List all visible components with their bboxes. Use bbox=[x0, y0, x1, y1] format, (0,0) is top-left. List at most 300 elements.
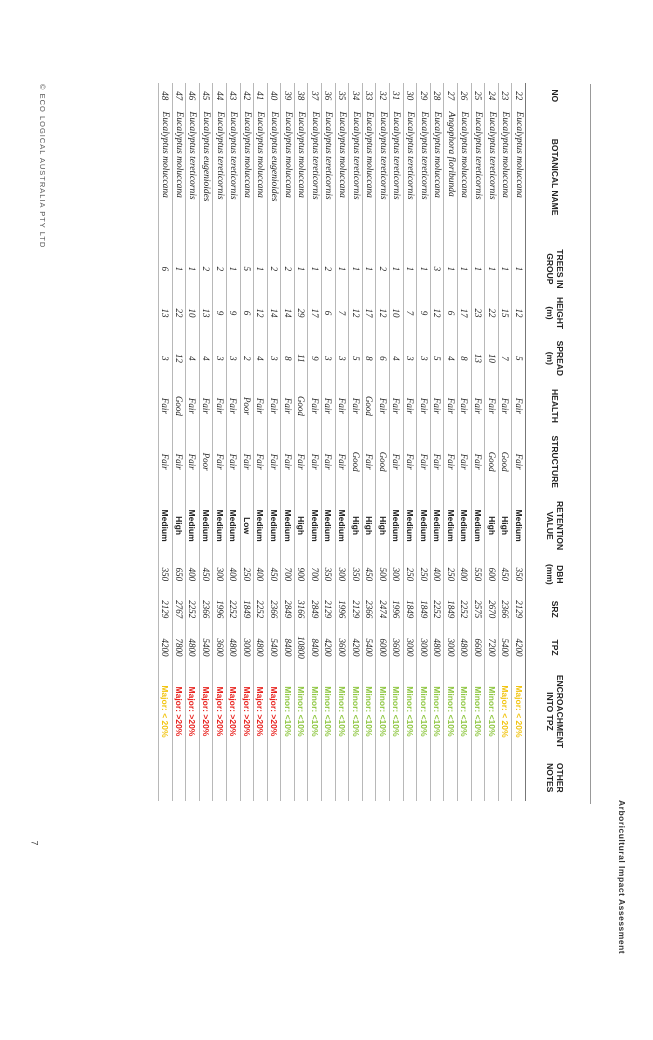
dbh-cell: 900 bbox=[294, 557, 308, 592]
tpz-cell: 5400 bbox=[498, 627, 512, 669]
height-cell: 9 bbox=[213, 292, 227, 334]
dbh-cell: 250 bbox=[240, 557, 254, 592]
spread-cell: 2 bbox=[240, 334, 254, 383]
encroachment-cell: Minor: <10% bbox=[281, 668, 295, 754]
dbh-cell: 450 bbox=[362, 557, 376, 592]
table-row bbox=[158, 83, 172, 801]
height-cell: 12 bbox=[376, 292, 390, 334]
structure-cell: Fair bbox=[362, 429, 376, 494]
botanical-name-cell: Eucalyptus eugenioides bbox=[267, 109, 281, 246]
tpz-cell: 4200 bbox=[322, 627, 336, 669]
retention-value-cell: High bbox=[498, 494, 512, 557]
srz-cell: 2252 bbox=[226, 592, 240, 627]
other-notes-cell bbox=[254, 754, 268, 801]
table-row bbox=[376, 83, 390, 801]
dbh-cell: 450 bbox=[267, 557, 281, 592]
encroachment-cell: Major: < 20% bbox=[512, 668, 526, 754]
botanical-name-cell: Eucalyptus moluccana bbox=[294, 109, 308, 246]
spread-cell: 8 bbox=[458, 334, 472, 383]
srz-cell: 2366 bbox=[498, 592, 512, 627]
page-number: 7 bbox=[29, 840, 40, 846]
dbh-cell: 300 bbox=[213, 557, 227, 592]
table-row bbox=[213, 83, 227, 801]
botanical-name-cell: Eucalyptus tereticornis bbox=[226, 109, 240, 246]
tree-number-cell: 31 bbox=[390, 83, 404, 109]
health-cell: Fair bbox=[376, 383, 390, 429]
structure-cell: Fair bbox=[294, 429, 308, 494]
tree-number-cell: 47 bbox=[172, 83, 186, 109]
health-cell: Fair bbox=[349, 383, 363, 429]
structure-cell: Fair bbox=[417, 429, 431, 494]
tpz-cell: 8400 bbox=[308, 627, 322, 669]
health-cell: Fair bbox=[267, 383, 281, 429]
tree-number-cell: 22 bbox=[512, 83, 526, 109]
table-row bbox=[417, 83, 431, 801]
retention-value-cell: Medium bbox=[444, 494, 458, 557]
trees-in-group-cell: 1 bbox=[172, 246, 186, 292]
footer-copyright: © ECO LOGICAL AUSTRALIA PTY LTD bbox=[38, 84, 47, 249]
retention-value-cell: Medium bbox=[390, 494, 404, 557]
structure-cell: Fair bbox=[240, 429, 254, 494]
table-row bbox=[335, 83, 349, 801]
height-cell: 10 bbox=[390, 292, 404, 334]
tpz-cell: 4800 bbox=[226, 627, 240, 669]
other-notes-cell bbox=[430, 754, 444, 801]
height-cell: 17 bbox=[308, 292, 322, 334]
spread-cell: 5 bbox=[430, 334, 444, 383]
table-row bbox=[471, 83, 485, 801]
dbh-cell: 300 bbox=[390, 557, 404, 592]
other-notes-cell bbox=[199, 754, 213, 801]
encroachment-cell: Major: >20% bbox=[254, 668, 268, 754]
structure-cell: Fair bbox=[267, 429, 281, 494]
header-spread: SPREAD (m) bbox=[526, 334, 585, 383]
srz-cell: 1849 bbox=[444, 592, 458, 627]
tpz-cell: 8400 bbox=[281, 627, 295, 669]
table-row bbox=[444, 83, 458, 801]
other-notes-cell bbox=[349, 754, 363, 801]
table-row bbox=[458, 83, 472, 801]
tpz-cell: 4200 bbox=[349, 627, 363, 669]
srz-cell: 2252 bbox=[430, 592, 444, 627]
spread-cell: 4 bbox=[199, 334, 213, 383]
other-notes-cell bbox=[417, 754, 431, 801]
tree-number-cell: 26 bbox=[458, 83, 472, 109]
health-cell: Fair bbox=[226, 383, 240, 429]
trees-in-group-cell: 1 bbox=[444, 246, 458, 292]
structure-cell: Fair bbox=[172, 429, 186, 494]
health-cell: Good bbox=[172, 383, 186, 429]
botanical-name-cell: Eucalyptus tereticornis bbox=[403, 109, 417, 246]
encroachment-cell: Minor: <10% bbox=[376, 668, 390, 754]
tpz-cell: 7200 bbox=[485, 627, 499, 669]
header-no: NO bbox=[526, 83, 585, 109]
tpz-cell: 4200 bbox=[512, 627, 526, 669]
table-row bbox=[308, 83, 322, 801]
botanical-name-cell: Eucalyptus moluccana bbox=[172, 109, 186, 246]
tpz-cell: 10800 bbox=[294, 627, 308, 669]
srz-cell: 2129 bbox=[512, 592, 526, 627]
trees-in-group-cell: 1 bbox=[417, 246, 431, 292]
health-cell: Fair bbox=[417, 383, 431, 429]
trees-in-group-cell: 1 bbox=[512, 246, 526, 292]
dbh-cell: 550 bbox=[471, 557, 485, 592]
srz-cell: 2252 bbox=[254, 592, 268, 627]
header-health: HEALTH bbox=[526, 383, 585, 429]
srz-cell: 2767 bbox=[172, 592, 186, 627]
retention-value-cell: Medium bbox=[458, 494, 472, 557]
health-cell: Fair bbox=[430, 383, 444, 429]
trees-in-group-cell: 1 bbox=[254, 246, 268, 292]
other-notes-cell bbox=[294, 754, 308, 801]
table-row bbox=[390, 83, 404, 801]
botanical-name-cell: Eucalyptus moluccana bbox=[430, 109, 444, 246]
spread-cell: 7 bbox=[498, 334, 512, 383]
tree-number-cell: 38 bbox=[294, 83, 308, 109]
dbh-cell: 450 bbox=[498, 557, 512, 592]
table-row bbox=[294, 83, 308, 801]
srz-cell: 3166 bbox=[294, 592, 308, 627]
botanical-name-cell: Eucalyptus moluccana bbox=[512, 109, 526, 246]
encroachment-cell: Major: >20% bbox=[199, 668, 213, 754]
header-srz: SRZ bbox=[526, 592, 585, 627]
botanical-name-cell: Eucalyptus moluccana bbox=[254, 109, 268, 246]
health-cell: Fair bbox=[158, 383, 172, 429]
tree-assessment-table bbox=[158, 83, 584, 801]
height-cell: 9 bbox=[226, 292, 240, 334]
trees-in-group-cell: 1 bbox=[308, 246, 322, 292]
tree-number-cell: 27 bbox=[444, 83, 458, 109]
other-notes-cell bbox=[498, 754, 512, 801]
health-cell: Fair bbox=[254, 383, 268, 429]
spread-cell: 11 bbox=[294, 334, 308, 383]
structure-cell: Poor bbox=[199, 429, 213, 494]
tree-number-cell: 43 bbox=[226, 83, 240, 109]
tree-number-cell: 46 bbox=[186, 83, 200, 109]
dbh-cell: 250 bbox=[417, 557, 431, 592]
encroachment-cell: Minor: <10% bbox=[335, 668, 349, 754]
table-row bbox=[226, 83, 240, 801]
botanical-name-cell: Eucalyptus tereticornis bbox=[417, 109, 431, 246]
botanical-name-cell: Eucalyptus moluccana bbox=[335, 109, 349, 246]
retention-value-cell: Medium bbox=[471, 494, 485, 557]
height-cell: 22 bbox=[172, 292, 186, 334]
tree-number-cell: 36 bbox=[322, 83, 336, 109]
height-cell: 14 bbox=[267, 292, 281, 334]
other-notes-cell bbox=[322, 754, 336, 801]
tpz-cell: 3000 bbox=[403, 627, 417, 669]
tpz-cell: 3000 bbox=[417, 627, 431, 669]
srz-cell: 2129 bbox=[322, 592, 336, 627]
dbh-cell: 300 bbox=[335, 557, 349, 592]
health-cell: Fair bbox=[458, 383, 472, 429]
tree-number-cell: 33 bbox=[362, 83, 376, 109]
spread-cell: 3 bbox=[335, 334, 349, 383]
srz-cell: 2849 bbox=[281, 592, 295, 627]
tree-number-cell: 25 bbox=[471, 83, 485, 109]
encroachment-cell: Minor: <10% bbox=[390, 668, 404, 754]
spread-cell: 8 bbox=[281, 334, 295, 383]
health-cell: Fair bbox=[213, 383, 227, 429]
trees-in-group-cell: 1 bbox=[471, 246, 485, 292]
botanical-name-cell: Eucalyptus tereticornis bbox=[322, 109, 336, 246]
structure-cell: Good bbox=[485, 429, 499, 494]
health-cell: Fair bbox=[471, 383, 485, 429]
botanical-name-cell: Eucalyptus tereticornis bbox=[349, 109, 363, 246]
tree-number-cell: 34 bbox=[349, 83, 363, 109]
spread-cell: 5 bbox=[349, 334, 363, 383]
header-height: HEIGHT (m) bbox=[526, 292, 585, 334]
encroachment-cell: Major: >20% bbox=[240, 668, 254, 754]
tree-number-cell: 24 bbox=[485, 83, 499, 109]
trees-in-group-cell: 1 bbox=[362, 246, 376, 292]
trees-in-group-cell: 5 bbox=[240, 246, 254, 292]
height-cell: 6 bbox=[240, 292, 254, 334]
table-row bbox=[512, 83, 526, 801]
dbh-cell: 350 bbox=[512, 557, 526, 592]
retention-value-cell: High bbox=[172, 494, 186, 557]
table-row bbox=[240, 83, 254, 801]
tpz-cell: 3000 bbox=[240, 627, 254, 669]
structure-cell: Good bbox=[376, 429, 390, 494]
botanical-name-cell: Eucalyptus tereticornis bbox=[485, 109, 499, 246]
tree-number-cell: 41 bbox=[254, 83, 268, 109]
table-row bbox=[186, 83, 200, 801]
retention-value-cell: Medium bbox=[335, 494, 349, 557]
spread-cell: 3 bbox=[417, 334, 431, 383]
encroachment-cell: Major: >20% bbox=[226, 668, 240, 754]
structure-cell: Good bbox=[349, 429, 363, 494]
encroachment-cell: Minor: <10% bbox=[308, 668, 322, 754]
trees-in-group-cell: 1 bbox=[458, 246, 472, 292]
encroachment-cell: Minor: <10% bbox=[294, 668, 308, 754]
retention-value-cell: Medium bbox=[417, 494, 431, 557]
retention-value-cell: High bbox=[376, 494, 390, 557]
tree-number-cell: 32 bbox=[376, 83, 390, 109]
height-cell: 15 bbox=[498, 292, 512, 334]
trees-in-group-cell: 1 bbox=[390, 246, 404, 292]
other-notes-cell bbox=[281, 754, 295, 801]
encroachment-cell: Minor: <10% bbox=[349, 668, 363, 754]
spread-cell: 6 bbox=[376, 334, 390, 383]
other-notes-cell bbox=[226, 754, 240, 801]
retention-value-cell: High bbox=[362, 494, 376, 557]
health-cell: Fair bbox=[444, 383, 458, 429]
height-cell: 13 bbox=[158, 292, 172, 334]
height-cell: 29 bbox=[294, 292, 308, 334]
srz-cell: 2366 bbox=[362, 592, 376, 627]
spread-cell: 3 bbox=[322, 334, 336, 383]
botanical-name-cell: Angophora floribunda bbox=[444, 109, 458, 246]
trees-in-group-cell: 2 bbox=[267, 246, 281, 292]
botanical-name-cell: Eucalyptus moluccana bbox=[158, 109, 172, 246]
tpz-cell: 3600 bbox=[213, 627, 227, 669]
table-row bbox=[199, 83, 213, 801]
health-cell: Good bbox=[362, 383, 376, 429]
spread-cell: 12 bbox=[172, 334, 186, 383]
other-notes-cell bbox=[458, 754, 472, 801]
srz-cell: 1996 bbox=[213, 592, 227, 627]
other-notes-cell bbox=[512, 754, 526, 801]
trees-in-group-cell: 1 bbox=[335, 246, 349, 292]
height-cell: 6 bbox=[444, 292, 458, 334]
height-cell: 9 bbox=[417, 292, 431, 334]
retention-value-cell: Medium bbox=[267, 494, 281, 557]
retention-value-cell: Medium bbox=[281, 494, 295, 557]
header-structure: STRUCTURE bbox=[526, 429, 585, 494]
structure-cell: Fair bbox=[390, 429, 404, 494]
health-cell: Good bbox=[294, 383, 308, 429]
srz-cell: 1996 bbox=[335, 592, 349, 627]
health-cell: Fair bbox=[335, 383, 349, 429]
height-cell: 10 bbox=[186, 292, 200, 334]
height-cell: 23 bbox=[471, 292, 485, 334]
retention-value-cell: Medium bbox=[254, 494, 268, 557]
structure-cell: Fair bbox=[444, 429, 458, 494]
tree-number-cell: 28 bbox=[430, 83, 444, 109]
other-notes-cell bbox=[172, 754, 186, 801]
table-body bbox=[158, 83, 525, 801]
height-cell: 14 bbox=[281, 292, 295, 334]
structure-cell: Fair bbox=[281, 429, 295, 494]
tpz-cell: 3600 bbox=[335, 627, 349, 669]
srz-cell: 2849 bbox=[308, 592, 322, 627]
structure-cell: Fair bbox=[335, 429, 349, 494]
tree-number-cell: 29 bbox=[417, 83, 431, 109]
table-row bbox=[267, 83, 281, 801]
table-row bbox=[403, 83, 417, 801]
table-row bbox=[430, 83, 444, 801]
tpz-cell: 3600 bbox=[390, 627, 404, 669]
tpz-cell: 7800 bbox=[172, 627, 186, 669]
structure-cell: Fair bbox=[254, 429, 268, 494]
retention-value-cell: Medium bbox=[403, 494, 417, 557]
header-trees-in-group: TREES IN GROUP bbox=[526, 246, 585, 292]
trees-in-group-cell: 2 bbox=[281, 246, 295, 292]
trees-in-group-cell: 2 bbox=[199, 246, 213, 292]
tree-number-cell: 23 bbox=[498, 83, 512, 109]
table-row bbox=[485, 83, 499, 801]
tree-number-cell: 48 bbox=[158, 83, 172, 109]
height-cell: 12 bbox=[349, 292, 363, 334]
encroachment-cell: Minor: <10% bbox=[417, 668, 431, 754]
spread-cell: 8 bbox=[362, 334, 376, 383]
health-cell: Fair bbox=[281, 383, 295, 429]
health-cell: Fair bbox=[512, 383, 526, 429]
tpz-cell: 6000 bbox=[376, 627, 390, 669]
other-notes-cell bbox=[267, 754, 281, 801]
encroachment-cell: Minor: <10% bbox=[458, 668, 472, 754]
other-notes-cell bbox=[471, 754, 485, 801]
structure-cell: Fair bbox=[158, 429, 172, 494]
trees-in-group-cell: 1 bbox=[294, 246, 308, 292]
srz-cell: 1849 bbox=[240, 592, 254, 627]
other-notes-cell bbox=[240, 754, 254, 801]
header-other-notes: OTHER NOTES bbox=[526, 754, 585, 801]
trees-in-group-cell: 1 bbox=[226, 246, 240, 292]
retention-value-cell: Medium bbox=[199, 494, 213, 557]
running-header: Arboricultural Impact Assessment bbox=[617, 800, 627, 955]
structure-cell: Good bbox=[498, 429, 512, 494]
dbh-cell: 450 bbox=[199, 557, 213, 592]
retention-value-cell: Medium bbox=[213, 494, 227, 557]
dbh-cell: 350 bbox=[349, 557, 363, 592]
table-row bbox=[498, 83, 512, 801]
spread-cell: 5 bbox=[512, 334, 526, 383]
structure-cell: Fair bbox=[430, 429, 444, 494]
encroachment-cell: Major: >20% bbox=[186, 668, 200, 754]
botanical-name-cell: Eucalyptus tereticornis bbox=[213, 109, 227, 246]
dbh-cell: 400 bbox=[254, 557, 268, 592]
spread-cell: 3 bbox=[403, 334, 417, 383]
other-notes-cell bbox=[376, 754, 390, 801]
srz-cell: 2474 bbox=[376, 592, 390, 627]
srz-cell: 2670 bbox=[485, 592, 499, 627]
retention-value-cell: Medium bbox=[322, 494, 336, 557]
dbh-cell: 250 bbox=[444, 557, 458, 592]
spread-cell: 3 bbox=[158, 334, 172, 383]
dbh-cell: 350 bbox=[322, 557, 336, 592]
height-cell: 17 bbox=[362, 292, 376, 334]
structure-cell: Fair bbox=[186, 429, 200, 494]
header-dbh: DBH (mm) bbox=[526, 557, 585, 592]
table-header-row bbox=[526, 83, 585, 801]
other-notes-cell bbox=[213, 754, 227, 801]
retention-value-cell: Medium bbox=[226, 494, 240, 557]
retention-value-cell: Medium bbox=[512, 494, 526, 557]
botanical-name-cell: Eucalyptus tereticornis bbox=[186, 109, 200, 246]
tree-number-cell: 37 bbox=[308, 83, 322, 109]
encroachment-cell: Minor: <10% bbox=[485, 668, 499, 754]
botanical-name-cell: Eucalyptus moluccana bbox=[362, 109, 376, 246]
table-row bbox=[322, 83, 336, 801]
health-cell: Fair bbox=[308, 383, 322, 429]
health-cell: Fair bbox=[186, 383, 200, 429]
tree-number-cell: 30 bbox=[403, 83, 417, 109]
health-cell: Fair bbox=[199, 383, 213, 429]
srz-cell: 2129 bbox=[158, 592, 172, 627]
encroachment-cell: Major: >20% bbox=[267, 668, 281, 754]
spread-cell: 9 bbox=[308, 334, 322, 383]
dbh-cell: 700 bbox=[308, 557, 322, 592]
table-row bbox=[362, 83, 376, 801]
trees-in-group-cell: 2 bbox=[376, 246, 390, 292]
health-cell: Fair bbox=[390, 383, 404, 429]
trees-in-group-cell: 1 bbox=[485, 246, 499, 292]
retention-value-cell: Medium bbox=[430, 494, 444, 557]
health-cell: Fair bbox=[485, 383, 499, 429]
other-notes-cell bbox=[444, 754, 458, 801]
srz-cell: 2129 bbox=[349, 592, 363, 627]
other-notes-cell bbox=[390, 754, 404, 801]
height-cell: 22 bbox=[485, 292, 499, 334]
encroachment-cell: Major: >20% bbox=[172, 668, 186, 754]
encroachment-cell: Major: >20% bbox=[213, 668, 227, 754]
header-tpz: TPZ bbox=[526, 627, 585, 669]
encroachment-cell: Minor: <10% bbox=[430, 668, 444, 754]
srz-cell: 2252 bbox=[186, 592, 200, 627]
retention-value-cell: High bbox=[485, 494, 499, 557]
structure-cell: Fair bbox=[403, 429, 417, 494]
tpz-cell: 5400 bbox=[362, 627, 376, 669]
dbh-cell: 650 bbox=[172, 557, 186, 592]
dbh-cell: 700 bbox=[281, 557, 295, 592]
botanical-name-cell: Eucalyptus moluccana bbox=[498, 109, 512, 246]
tree-number-cell: 39 bbox=[281, 83, 295, 109]
spread-cell: 4 bbox=[186, 334, 200, 383]
tree-number-cell: 42 bbox=[240, 83, 254, 109]
encroachment-cell: Minor: <10% bbox=[444, 668, 458, 754]
